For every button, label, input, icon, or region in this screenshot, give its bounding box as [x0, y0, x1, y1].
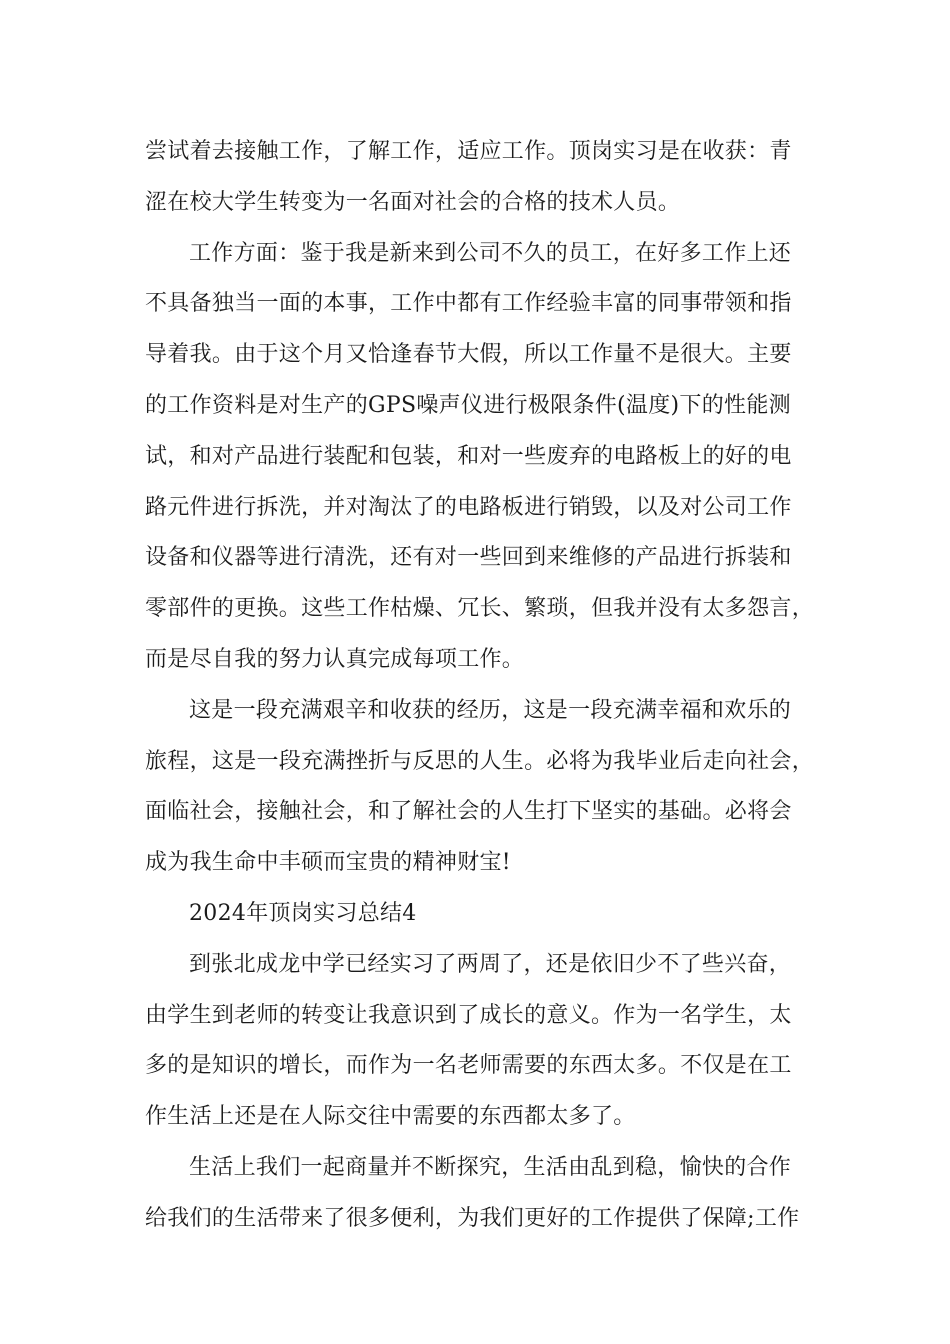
text-line: 成为我生命中丰硕而宝贵的精神财宝! [145, 850, 511, 876]
text-line: 多的是知识的增长，而作为一名老师需要的东西太多。不仅是在工 [145, 1053, 792, 1079]
text-line: 试，和对产品进行装配和包装，和对一些废弃的电路板上的好的电 [145, 443, 792, 469]
text-line: 而是尽自我的努力认真完成每项工作。 [145, 646, 525, 672]
text-line: 面临社会，接触社会，和了解社会的人生打下坚实的基础。必将会 [145, 799, 792, 825]
document-body [145, 127, 815, 1245]
paragraph-first-line: 2024年顶岗实习总结4 [189, 900, 417, 926]
paragraph-first-line: 到张北成龙中学已经实习了两周了，还是依旧少不了些兴奋， [189, 951, 792, 977]
text-line: 不具备独当一面的本事，工作中都有工作经验丰富的同事带领和指 [145, 291, 792, 317]
paragraph-first-line: 生活上我们一起商量并不断探究，生活由乱到稳，愉快的合作 [189, 1154, 792, 1180]
text-line: 路元件进行拆洗，并对淘汰了的电路板进行销毁，以及对公司工作 [145, 494, 792, 520]
text-line: 导着我。由于这个月又恰逢春节大假，所以工作量不是很大。主要 [145, 342, 792, 368]
paragraph-first-line: 这是一段充满艰辛和收获的经历，这是一段充满幸福和欢乐的 [189, 697, 792, 723]
text-line: 涩在校大学生转变为一名面对社会的合格的技术人员。 [145, 189, 681, 215]
text-line: 尝试着去接触工作，了解工作，适应工作。顶岗实习是在收获：青 [145, 139, 792, 164]
paragraph-first-line: 工作方面：鉴于我是新来到公司不久的员工，在好多工作上还 [189, 240, 792, 266]
text-line: 旅程，这是一段充满挫折与反思的人生。必将为我毕业后走向社会， [145, 748, 815, 774]
text-line: 设备和仪器等进行清洗，还有对一些回到来维修的产品进行拆装和 [145, 545, 792, 571]
text-line: 作生活上还是在人际交往中需要的东西都太多了。 [145, 1104, 636, 1130]
text-line: 给我们的生活带来了很多便利，为我们更好的工作提供了保障;工作 [145, 1205, 800, 1231]
text-line: 由学生到老师的转变让我意识到了成长的意义。作为一名学生，太 [145, 1002, 792, 1028]
text-line: 的工作资料是对生产的GPS噪声仪进行极限条件(温度)下的性能测 [145, 392, 791, 418]
text-line: 零部件的更换。这些工作枯燥、冗长、繁琐，但我并没有太多怨言， [145, 596, 815, 622]
